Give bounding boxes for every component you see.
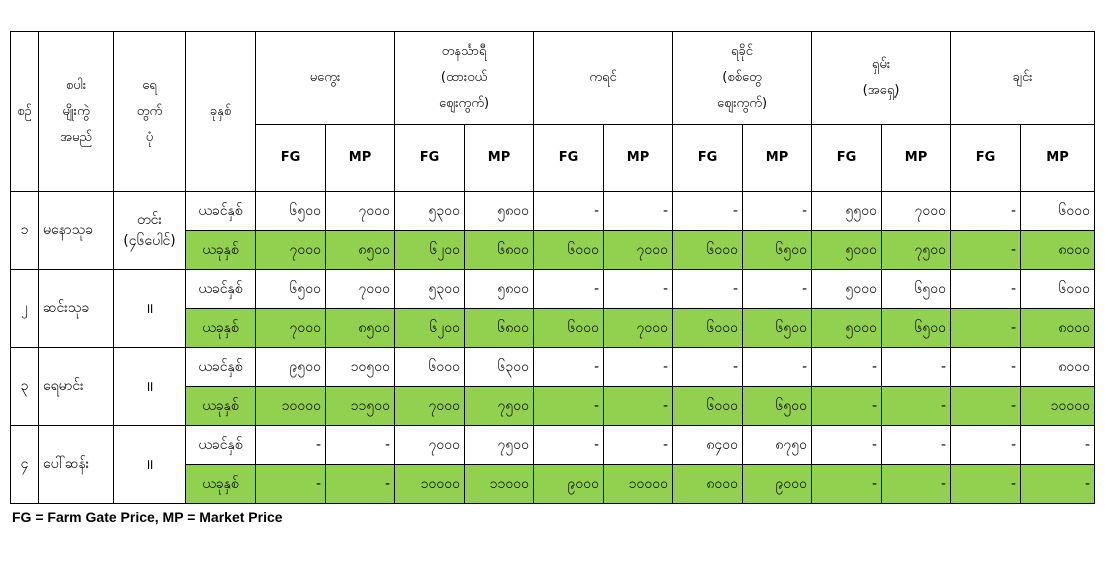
mp-price-cell: ၁၀၀၀၀ xyxy=(1021,387,1095,426)
fg-price-cell: - xyxy=(534,192,604,231)
header-unit: ရေ တွက် ပုံ xyxy=(114,32,186,192)
fg-price-cell: - xyxy=(951,309,1021,348)
fg-price-cell: - xyxy=(673,270,743,309)
fg-price-cell: ၅၀၀၀ xyxy=(812,231,882,270)
fg-price-cell: - xyxy=(812,426,882,465)
fg-price-cell: ၅၃၀၀ xyxy=(395,270,465,309)
fg-price-cell: ၈၄၀၀ xyxy=(673,426,743,465)
fg-price-cell: ၆၀၀၀ xyxy=(534,309,604,348)
mp-price-cell: - xyxy=(604,348,673,387)
fg-price-cell: - xyxy=(534,387,604,426)
fg-price-cell: ၁၀၀၀၀ xyxy=(256,387,326,426)
mp-price-cell: ၇၅၀၀ xyxy=(882,231,951,270)
mp-price-cell: ၁၁၀၀၀ xyxy=(465,465,534,504)
mp-price-cell: - xyxy=(882,387,951,426)
fg-price-cell: ၆၀၀၀ xyxy=(673,387,743,426)
mp-price-cell: - xyxy=(604,387,673,426)
fg-price-cell: ၆၅၀၀ xyxy=(256,270,326,309)
mp-price-cell: ၆၅၀၀ xyxy=(882,309,951,348)
table-row xyxy=(11,192,1095,231)
mp-price-cell: ၇၀၀၀ xyxy=(326,270,395,309)
header-mp: MP xyxy=(604,125,673,192)
row-number: ၃ xyxy=(11,348,39,426)
fg-price-cell: ၅၃၀၀ xyxy=(395,192,465,231)
header-region: ရှမ်း (အရှေ့) xyxy=(812,32,951,125)
crop-name: မနောသုခ xyxy=(39,192,114,270)
mp-price-cell: ၉၀၀၀ xyxy=(743,465,812,504)
price-type-label: ယခုနှစ် xyxy=(186,309,256,348)
header-mp: MP xyxy=(465,125,534,192)
fg-price-cell: ၆၀၀၀ xyxy=(395,348,465,387)
mp-price-cell: ၈၅၀၀ xyxy=(326,309,395,348)
crop-name: ဆင်းသုခ xyxy=(39,270,114,348)
price-type-label: ယခုနှစ် xyxy=(186,231,256,270)
header-mp: MP xyxy=(743,125,812,192)
mp-price-cell: - xyxy=(743,348,812,387)
mp-price-cell: - xyxy=(326,465,395,504)
table-row xyxy=(11,348,1095,387)
row-number: ၁ xyxy=(11,192,39,270)
mp-price-cell: - xyxy=(1021,426,1095,465)
mp-price-cell: ၆၀၀၀ xyxy=(1021,192,1095,231)
fg-price-cell: ၇၀၀၀ xyxy=(395,426,465,465)
fg-price-cell: ၉၀၀၀ xyxy=(534,465,604,504)
fg-price-cell: ၅၀၀၀ xyxy=(812,309,882,348)
mp-price-cell: ၆၃၀၀ xyxy=(465,348,534,387)
fg-price-cell: ၇၀၀၀ xyxy=(256,309,326,348)
fg-price-cell: - xyxy=(673,348,743,387)
fg-price-cell: - xyxy=(534,348,604,387)
mp-price-cell: ၈၀၀၀ xyxy=(1021,348,1095,387)
fg-price-cell: - xyxy=(951,465,1021,504)
fg-price-cell: ၇၀၀၀ xyxy=(256,231,326,270)
fg-price-cell: ၆၂၀၀ xyxy=(395,231,465,270)
fg-price-cell: ၅၅၀၀ xyxy=(812,192,882,231)
fg-price-cell: - xyxy=(951,192,1021,231)
table-row xyxy=(11,270,1095,309)
fg-price-cell: - xyxy=(951,348,1021,387)
header-mp: MP xyxy=(326,125,395,192)
mp-price-cell: ၇၀၀၀ xyxy=(326,192,395,231)
fg-price-cell: - xyxy=(534,426,604,465)
crop-name: ရေမာင်း xyxy=(39,348,114,426)
mp-price-cell: ၁၀၀၀၀ xyxy=(604,465,673,504)
unit-cell: ॥ xyxy=(114,348,186,426)
mp-price-cell: ၆၈၀၀ xyxy=(465,309,534,348)
header-region: ကရင် xyxy=(534,32,673,125)
fg-price-cell: - xyxy=(256,426,326,465)
fg-price-cell: - xyxy=(951,426,1021,465)
mp-price-cell: ၆၅၀၀ xyxy=(743,309,812,348)
fg-price-cell: ၁၀၀၀၀ xyxy=(395,465,465,504)
fg-price-cell: ၉၅၀၀ xyxy=(256,348,326,387)
mp-price-cell: ၇၀၀၀ xyxy=(882,192,951,231)
mp-price-cell: ၆၅၀၀ xyxy=(743,387,812,426)
mp-price-cell: - xyxy=(882,465,951,504)
mp-price-cell: ၆၀၀၀ xyxy=(1021,270,1095,309)
mp-price-cell: ၇၅၀၀ xyxy=(465,426,534,465)
row-number: ၂ xyxy=(11,270,39,348)
row-number: ၄ xyxy=(11,426,39,504)
fg-price-cell: - xyxy=(256,465,326,504)
mp-price-cell: - xyxy=(326,426,395,465)
fg-price-cell: - xyxy=(812,387,882,426)
price-table xyxy=(10,31,1095,504)
mp-price-cell: ၁၀၅၀၀ xyxy=(326,348,395,387)
crop-name: ပေါ်ဆန်း xyxy=(39,426,114,504)
header-crop-name: စပါး မျိုးကွဲ အမည် xyxy=(39,32,114,192)
price-type-label: ယခင်နှစ် xyxy=(186,426,256,465)
mp-price-cell: ၈၅၀၀ xyxy=(326,231,395,270)
header-fg: FG xyxy=(812,125,882,192)
fg-price-cell: ၆၅၀၀ xyxy=(256,192,326,231)
mp-price-cell: ၆၈၀၀ xyxy=(465,231,534,270)
mp-price-cell: ၈၀၀၀ xyxy=(1021,309,1095,348)
header-region: ရခိုင် (စစ်တွေ ဈေးကွက်) xyxy=(673,32,812,125)
fg-price-cell: ၆၀၀၀ xyxy=(534,231,604,270)
fg-price-cell: ၆၀၀၀ xyxy=(673,231,743,270)
mp-price-cell: ၈၇၅၀ xyxy=(743,426,812,465)
header-mp: MP xyxy=(882,125,951,192)
header-fg: FG xyxy=(673,125,743,192)
mp-price-cell: ၇၀၀၀ xyxy=(604,309,673,348)
mp-price-cell: ၅၈၀၀ xyxy=(465,192,534,231)
header-fg: FG xyxy=(534,125,604,192)
mp-price-cell: - xyxy=(882,426,951,465)
mp-price-cell: ၆၅၀၀ xyxy=(882,270,951,309)
header-price-type: ခုနှစ် xyxy=(186,32,256,192)
fg-price-cell: ၆၀၀၀ xyxy=(673,309,743,348)
fg-price-cell: ၆၂၀၀ xyxy=(395,309,465,348)
fg-price-cell: ၈၀၀၀ xyxy=(673,465,743,504)
fg-price-cell: - xyxy=(951,387,1021,426)
mp-price-cell: - xyxy=(882,348,951,387)
mp-price-cell: ၇၀၀၀ xyxy=(604,231,673,270)
price-type-label: ယခင်နှစ် xyxy=(186,192,256,231)
header-fg: FG xyxy=(256,125,326,192)
mp-price-cell: ၈၀၀၀ xyxy=(1021,231,1095,270)
fg-price-cell: - xyxy=(951,270,1021,309)
header-fg: FG xyxy=(951,125,1021,192)
price-type-label: ယခင်နှစ် xyxy=(186,348,256,387)
mp-price-cell: - xyxy=(604,270,673,309)
mp-price-cell: - xyxy=(604,426,673,465)
price-type-label: ယခင်နှစ် xyxy=(186,270,256,309)
header-region: မကွေး xyxy=(256,32,395,125)
mp-price-cell: ၁၁၅၀၀ xyxy=(326,387,395,426)
unit-cell: ॥ xyxy=(114,270,186,348)
fg-price-cell: - xyxy=(673,192,743,231)
fg-price-cell: - xyxy=(812,465,882,504)
header-region: ချင်း xyxy=(951,32,1095,125)
price-type-label: ယခုနှစ် xyxy=(186,465,256,504)
fg-price-cell: ၅၀၀၀ xyxy=(812,270,882,309)
mp-price-cell: - xyxy=(1021,465,1095,504)
fg-price-cell: ၇၀၀၀ xyxy=(395,387,465,426)
price-type-label: ယခုနှစ် xyxy=(186,387,256,426)
fg-price-cell: - xyxy=(951,231,1021,270)
mp-price-cell: - xyxy=(604,192,673,231)
header-fg: FG xyxy=(395,125,465,192)
header-region: တနင်္သာရီ (ထားဝယ် ဈေးကွက်) xyxy=(395,32,534,125)
header-mp: MP xyxy=(1021,125,1095,192)
fg-price-cell: - xyxy=(812,348,882,387)
mp-price-cell: - xyxy=(743,270,812,309)
fg-price-cell: - xyxy=(534,270,604,309)
table-row xyxy=(11,426,1095,465)
header-no: စဉ် xyxy=(11,32,39,192)
mp-price-cell: ၆၅၀၀ xyxy=(743,231,812,270)
unit-cell: ॥ xyxy=(114,426,186,504)
unit-cell: တင်း (၄၆ပေါင်) xyxy=(114,192,186,270)
mp-price-cell: ၇၅၀၀ xyxy=(465,387,534,426)
mp-price-cell: - xyxy=(743,192,812,231)
footnote: FG = Farm Gate Price, MP = Market Price xyxy=(12,509,283,525)
mp-price-cell: ၅၈၀၀ xyxy=(465,270,534,309)
table-body xyxy=(11,192,1095,504)
